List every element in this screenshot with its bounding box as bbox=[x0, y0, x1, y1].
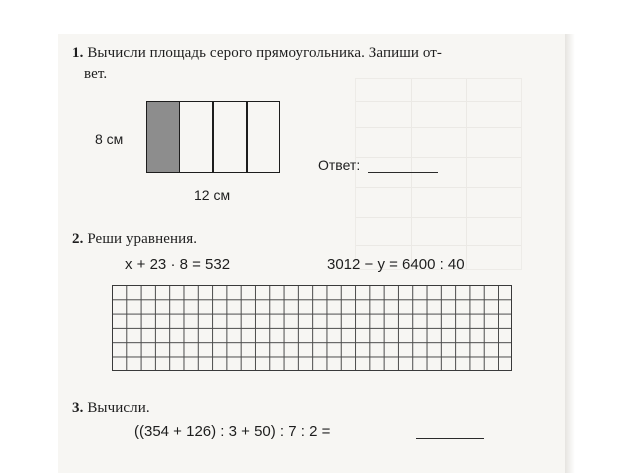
task-3-number: 3. bbox=[72, 400, 84, 416]
rectangle-width-label: 12 см bbox=[194, 187, 231, 203]
expression-answer-line bbox=[416, 438, 484, 439]
task-3-title bbox=[72, 399, 150, 417]
squared-answer-grid bbox=[112, 285, 512, 371]
rectangle-divider bbox=[212, 102, 214, 172]
task-3-text: Вычисли. bbox=[87, 400, 150, 416]
equation-1: x + 23 · 8 = 532 bbox=[125, 256, 231, 273]
task-1-number: 1. bbox=[72, 45, 84, 61]
expression: ((354 + 126) : 3 + 50) : 7 : 2 = bbox=[134, 423, 331, 440]
task-2-number: 2. bbox=[72, 231, 84, 247]
task-1-line-1 bbox=[72, 44, 442, 62]
rectangle-divider bbox=[246, 102, 248, 172]
task-1-text-line-1: Вычисли площадь серого прямоугольника. Запиши от- bbox=[87, 45, 442, 61]
gray-rectangle bbox=[147, 102, 180, 172]
page-edge-shadow bbox=[565, 34, 575, 473]
task-2-title bbox=[72, 230, 197, 248]
task-2-text: Реши уравнения. bbox=[87, 231, 198, 247]
answer-line bbox=[368, 172, 438, 173]
equation-2: 3012 − y = 6400 : 40 bbox=[327, 256, 465, 273]
rectangle-height-label: 8 см bbox=[95, 131, 124, 147]
bleed-through-table bbox=[355, 78, 522, 270]
task-1-text-line-2: вет. bbox=[84, 66, 108, 82]
answer-label: Ответ: bbox=[318, 157, 361, 173]
divided-rectangle bbox=[146, 101, 280, 173]
